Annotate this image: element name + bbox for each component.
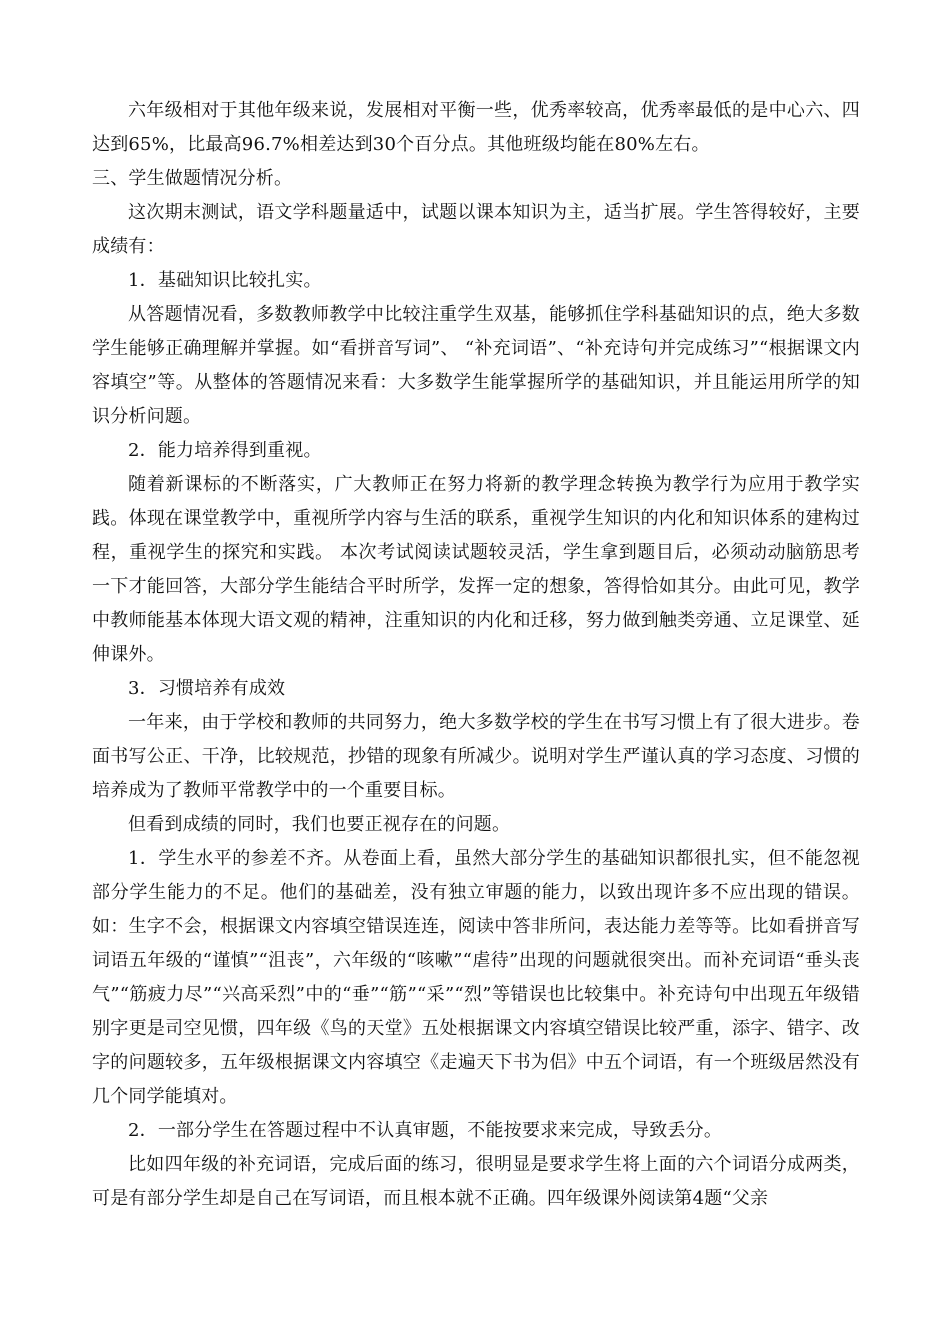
paragraph-problem-two-example: 比如四年级的补充词语，完成后面的练习，很明显是要求学生将上面的六个词语分成两类，可是有部分学生却是自己在写词语，而且根本就不正确。四年级课外阅读第4题“父亲 xyxy=(92,1154,860,1209)
paragraph-exam-overview: 这次期末测试，语文学科题量适中，试题以课本知识为主，适当扩展。学生答得较好，主要成绩有： xyxy=(92,202,860,257)
paragraph-problem-one: 1．学生水平的参差不齐。从卷面上看，虽然大部分学生的基础知识都很扎实，但不能忽视部分学生能力的不足。他们的基础差，没有独立审题的能力，以致出现许多不应出现的错误。如：生字不会，根据课文内容填空错误连连，阅读中答非所问，表达能力差等等。比如看拼音写词语五年级的“谨慎”“沮丧”，六年级的“咳嗽”“虐待”出现的问题就很突出。而补充词语“垂头丧气”“筋疲力尽”“兴高采烈”中的“垂”“筋”“采”“烈”等错误也比较集中。补充诗句中出现五年级错别字更是司空见惯，四年级《鸟的天堂》五处根据课文内容填空错误比较严重，添字、错字、改字的问题较多，五年级根据课文内容填空《走遍天下书为侣》中五个词语，有一个班级居然没有几个同学能填对。 xyxy=(92,848,860,1107)
list-item-habits: 3．习惯培养有成效 xyxy=(128,678,286,699)
section-heading-answer-analysis: 三、学生做题情况分析。 xyxy=(92,168,293,189)
document-page xyxy=(92,94,860,1216)
paragraph-basic-knowledge: 从答题情况看，多数教师教学中比较注重学生双基，能够抓住学科基础知识的点，绝大多数学生能够正确理解并掌握。如“看拼音写词”、 “补充词语”、“补充诗句并完成练习”“根据课文内容填空”等。从整体的答题情况来看：大多数学生能掌握所学的基础知识，并且能运用所学的知识分析问题。 xyxy=(92,304,860,427)
paragraph-problem-two: 2．一部分学生在答题过程中不认真审题，不能按要求来完成，导致丢分。 xyxy=(128,1120,723,1141)
paragraph-problems-intro: 但看到成绩的同时，我们也要正视存在的问题。 xyxy=(128,814,511,835)
paragraph-ability: 随着新课标的不断落实，广大教师正在努力将新的教学理念转换为教学行为应用于教学实践。体现在课堂教学中，重视所学内容与生活的联系，重视学生知识的内化和知识体系的建构过程，重视学生的探究和实践。 本次考试阅读试题较灵活，学生拿到题目后，必须动动脑筋思考一下才能回答，大部分学生能结合平时所学，发挥一定的想象，答得恰如其分。由此可见，教学中教师能基本体现大语文观的精神，注重知识的内化和迁移，努力做到触类旁通、立足课堂、延伸课外。 xyxy=(92,474,860,665)
list-item-ability: 2．能力培养得到重视。 xyxy=(128,440,322,461)
list-item-basic-knowledge: 1．基础知识比较扎实。 xyxy=(128,270,322,291)
paragraph-grade-six-summary: 六年级相对于其他年级来说，发展相对平衡一些，优秀率较高，优秀率最低的是中心六、四达到65%，比最高96.7%相差达到30个百分点。其他班级均能在80%左右。 xyxy=(92,100,860,155)
paragraph-habits: 一年来，由于学校和教师的共同努力，绝大多数学校的学生在书写习惯上有了很大进步。卷面书写公正、干净，比较规范，抄错的现象有所减少。说明对学生严谨认真的学习态度、习惯的培养成为了教师平常教学中的一个重要目标。 xyxy=(92,712,860,801)
